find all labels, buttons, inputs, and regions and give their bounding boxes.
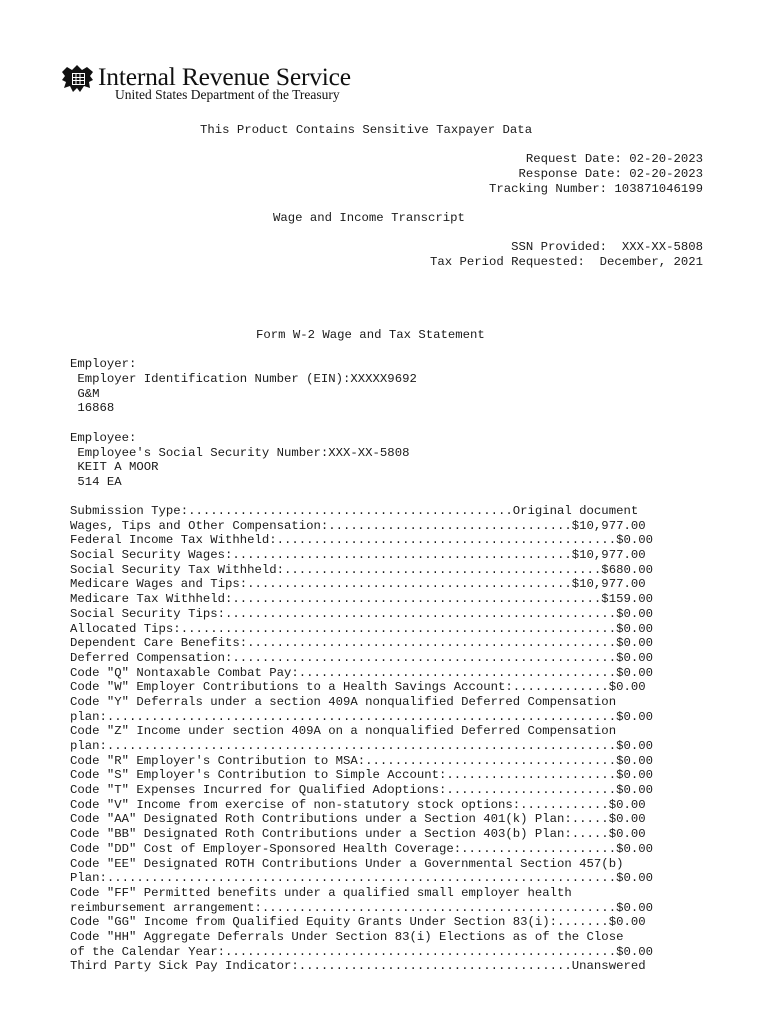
w2-line: Allocated Tips:...........................................................$0.00 <box>70 621 653 636</box>
w2-line: reimbursement arrangement:................................................$0.00 <box>70 900 653 915</box>
w2-line: Code "T" Expenses Incurred for Qualified Adoptions:.......................$0.00 <box>70 783 653 798</box>
agency-name: Internal Revenue Service <box>98 62 351 91</box>
w2-line: plan:.....................................................................$0.00 <box>70 709 653 724</box>
department-name: United States Department of the Treasury <box>115 87 340 102</box>
employee-ssn: Employee's Social Security Number:XXX-XX-5808 <box>70 446 410 460</box>
w2-line-items <box>70 504 710 974</box>
employer-name: G&M <box>70 387 100 401</box>
tracking-number: Tracking Number: 103871046199 <box>488 182 703 196</box>
w2-line: Social Security Tax Withheld:...........................................$680.00 <box>70 562 653 577</box>
w2-line: Code "S" Employer's Contribution to Simple Account:.......................$0.00 <box>70 768 653 783</box>
w2-line: Plan:.....................................................................$0.00 <box>70 871 653 886</box>
ssn-provided: SSN Provided: XXX-XX-5808 <box>511 240 703 254</box>
w2-line: Medicare Tax Withheld:..................................................$159.00 <box>70 592 653 607</box>
w2-line: Code "Q" Nontaxable Combat Pay:...........................................$0.00 <box>70 665 653 680</box>
request-date: Request Date: 02-20-2023 <box>525 152 703 166</box>
w2-line: Wages, Tips and Other Compensation:.................................$10,977.00 <box>70 518 646 533</box>
w2-line: of the Calendar Year:.....................................................$0.00 <box>70 944 653 959</box>
employer-ein: Employer Identification Number (EIN):XXXXX9692 <box>70 372 417 386</box>
employee-heading: Employee: <box>70 431 137 445</box>
w2-line: Code "W" Employer Contributions to a Health Savings Account:.............$0.00 <box>70 680 646 695</box>
w2-line: Federal Income Tax Withheld:..............................................$0.00 <box>70 533 653 548</box>
w2-line: Code "Y" Deferrals under a section 409A nonqualified Deferred Compensation <box>70 694 617 709</box>
w2-line: Medicare Wages and Tips:............................................$10,977.00 <box>70 577 646 592</box>
employer-heading: Employer: <box>70 357 137 371</box>
irs-eagle-icon <box>60 64 96 94</box>
sensitive-data-notice: This Product Contains Sensitive Taxpayer Data <box>200 123 533 137</box>
w2-line: Code "R" Employer's Contribution to MSA:..................................$0.00 <box>70 753 653 768</box>
w2-line: Submission Type:............................................Original document <box>70 504 639 518</box>
w2-line: Code "DD" Cost of Employer-Sponsored Health Coverage:.....................$0.00 <box>70 841 653 856</box>
w2-line: Code "FF" Permitted benefits under a qualified small employer health <box>70 885 572 900</box>
employer-address: 16868 <box>70 401 115 415</box>
tax-period-requested: Tax Period Requested: December, 2021 <box>429 255 703 269</box>
w2-line: Dependent Care Benefits:..................................................$0.00 <box>70 636 653 651</box>
employee-address: 514 EA <box>70 475 122 489</box>
transcript-title: Wage and Income Transcript <box>273 211 465 225</box>
w2-line: Third Party Sick Pay Indicator:.....................................Unanswered <box>70 959 646 974</box>
w2-line: Deferred Compensation:....................................................$0.00 <box>70 650 653 665</box>
w2-line: Code "AA" Designated Roth Contributions under a Section 401(k) Plan:.....$0.00 <box>70 812 646 827</box>
w2-line: Social Security Wages:..............................................$10,977.00 <box>70 548 646 563</box>
w2-line: Social Security Tips:.....................................................$0.00 <box>70 606 653 621</box>
w2-line: Code "GG" Income from Qualified Equity Grants Under Section 83(i):.......$0.00 <box>70 915 646 930</box>
w2-line: plan:.....................................................................$0.00 <box>70 739 653 753</box>
w2-line: Code "V" Income from exercise of non-statutory stock options:............$0.00 <box>70 797 646 812</box>
w2-line: Code "HH" Aggregate Deferrals Under Section 83(i) Elections as of the Close <box>70 929 624 944</box>
response-date: Response Date: 02-20-2023 <box>518 167 703 181</box>
form-title: Form W-2 Wage and Tax Statement <box>256 328 485 342</box>
w2-line: Code "BB" Designated Roth Contributions under a Section 403(b) Plan:.....$0.00 <box>70 827 646 842</box>
w2-line: Code "EE" Designated ROTH Contributions Under a Governmental Section 457(b) <box>70 856 624 871</box>
w2-line: Code "Z" Income under section 409A on a nonqualified Deferred Compensation <box>70 724 617 739</box>
employee-name: KEIT A MOOR <box>70 460 159 474</box>
